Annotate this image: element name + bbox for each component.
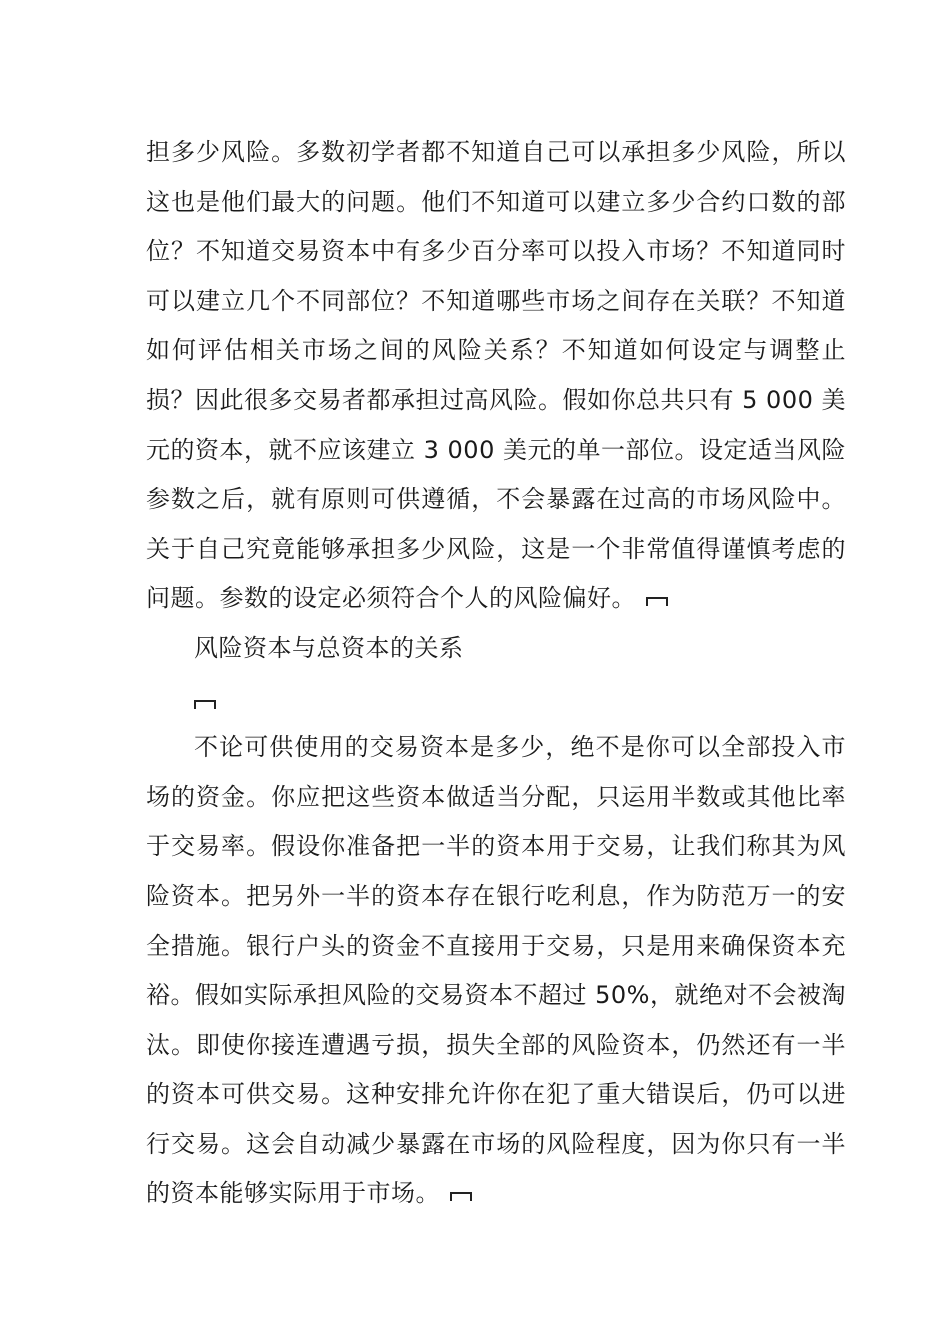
paragraph-mark-icon [194, 700, 216, 709]
paragraph-risk-capital-text: 不论可供使用的交易资本是多少，绝不是你可以全部投入市场的资金。你应把这些资本做适当分配，只运用半数或其他比率于交易率。假设你准备把一半的资本用于交易，让我们称其为风险资本。把另外一半的资本存在银行吃利息，作为防范万一的安全措施。银行户头的资金不直接用于交易，只是用来确保资本充裕。假如实际承担风险的交易资本不超过 50%，就绝对不会被淘汰。即使你接连遭遇亏损，损失全部的风险资本，仍然还有一半的资本可供交易。这种安排允许你在犯了重大错误后，仍可以进行交易。这会自动减少暴露在市场的风险程度，因为你只有一半的资本能够实际用于市场。 [146, 733, 846, 1208]
paragraph-mark-icon [646, 597, 668, 606]
empty-paragraph [146, 674, 846, 724]
document-body [146, 128, 846, 1219]
paragraph-risk-parameters [146, 128, 846, 624]
paragraph-risk-parameters-text: 担多少风险。多数初学者都不知道自己可以承担多少风险，所以这也是他们最大的问题。他们不知道可以建立多少合约口数的部位？不知道交易资本中有多少百分率可以投入市场？不知道同时可以建立几个不同部位？不知道哪些市场之间存在关联？不知道如何评估相关市场之间的风险关系？不知道如何设定与调整止损？因此很多交易者都承担过高风险。假如你总共只有 5 000 美元的资本，就不应该建立 3 000 美元的单一部位。设定适当风险参数之后，就有原则可供遵循，不会暴露在过高的市场风险中。关于自己究竟能够承担多少风险，这是一个非常值得谨慎考虑的问题。参数的设定必须符合个人的风险偏好。 [146, 138, 846, 613]
section-heading: 风险资本与总资本的关系 [194, 633, 464, 662]
paragraph-mark-icon [450, 1192, 472, 1201]
paragraph-risk-capital [146, 723, 846, 1219]
